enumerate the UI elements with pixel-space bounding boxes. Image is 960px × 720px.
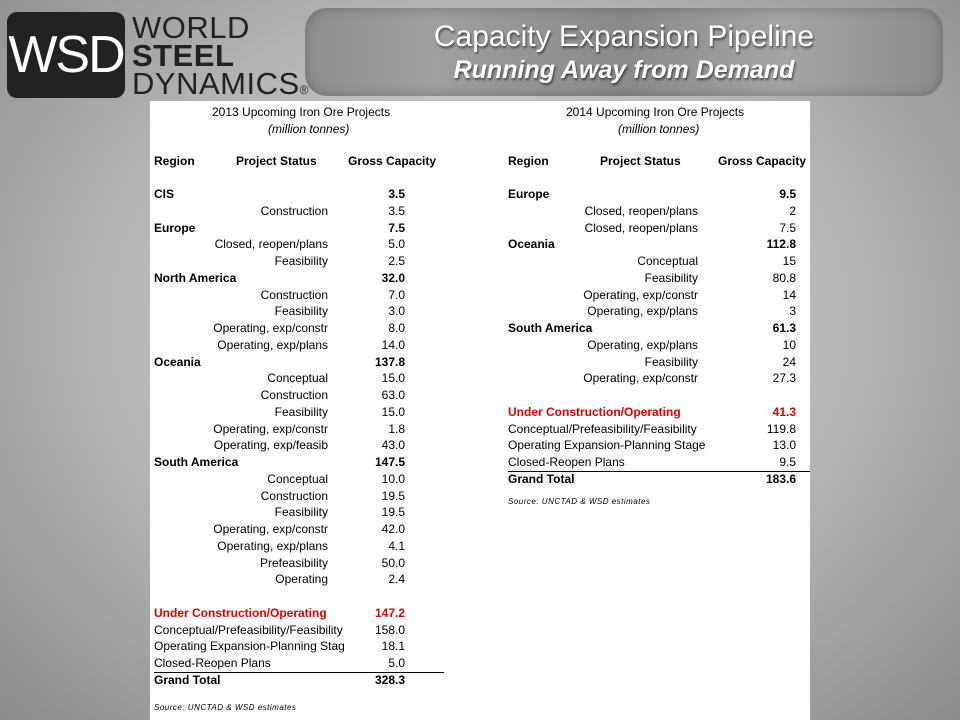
summary-label: Closed-Reopen Plans	[508, 455, 625, 469]
logo-line-steel: STEEL	[132, 38, 235, 73]
table-row	[154, 186, 444, 203]
table-row	[508, 287, 810, 304]
summary-row	[154, 622, 444, 639]
table-row	[154, 421, 444, 438]
logo-abbr: WSD	[8, 26, 124, 84]
table-row	[154, 370, 444, 387]
gross-capacity: 3	[789, 304, 796, 319]
region-name: North America	[154, 270, 237, 285]
project-status: Construction	[260, 287, 328, 302]
project-status: Operating, exp/constr	[583, 371, 698, 386]
gross-capacity: 1.8	[388, 421, 405, 436]
project-status: Closed, reopen/plans	[584, 203, 698, 218]
table-row	[154, 337, 444, 354]
table-row	[508, 186, 810, 203]
table-units: (million tonnes)	[268, 122, 350, 136]
project-status: Operating, exp/constr	[583, 287, 698, 302]
gross-capacity: 3.0	[388, 304, 405, 319]
gross-capacity: 10.0	[381, 471, 405, 486]
table-row	[154, 253, 444, 270]
grand-total-row	[508, 471, 810, 488]
table-row	[154, 538, 444, 555]
gross-capacity: 9.5	[779, 187, 796, 201]
col-header-capacity: Gross Capacity	[348, 154, 437, 168]
summary-capacity: 147.2	[374, 605, 405, 620]
project-status: Prefeasibility	[259, 555, 328, 570]
project-status: Operating, exp/constr	[213, 522, 328, 536]
col-header-region: Region	[154, 154, 195, 168]
project-status: Closed, reopen/plans	[584, 220, 698, 235]
table-row	[154, 203, 444, 220]
region-name: Europe	[508, 187, 550, 201]
gross-capacity: 32.0	[381, 270, 405, 285]
gross-capacity: 7.5	[388, 220, 405, 235]
project-status: Operating, exp/plans	[217, 538, 328, 553]
gross-capacity: 80.8	[772, 270, 796, 285]
grand-total-label: Grand Total	[508, 471, 575, 486]
gross-capacity: 24	[782, 354, 796, 369]
table-2014	[508, 101, 808, 720]
gross-capacity: 43.0	[381, 438, 405, 453]
logo-dynamics-text: DYNAMICS	[132, 66, 300, 101]
table-row	[508, 320, 810, 337]
summary-capacity: 13.0	[772, 438, 796, 453]
summary-row	[154, 605, 444, 622]
table-row	[154, 404, 444, 421]
project-status: Operating, exp/constr	[213, 421, 328, 436]
gross-capacity: 7.5	[779, 220, 796, 235]
table-row	[508, 354, 810, 371]
gross-capacity: 5.0	[388, 237, 405, 252]
region-name: CIS	[154, 187, 175, 201]
project-status: Feasibility	[644, 354, 698, 369]
gross-capacity: 15	[782, 254, 796, 268]
table-row	[508, 270, 810, 287]
summary-label: Operating Expansion-Planning Stage	[508, 438, 706, 453]
gross-capacity: 147.5	[374, 455, 405, 469]
project-status: Operating, exp/plans	[587, 304, 698, 319]
grand-total-row	[154, 672, 444, 689]
gross-capacity: 2	[789, 203, 796, 218]
table-row	[154, 220, 444, 237]
table-row	[508, 370, 810, 387]
summary-capacity: 41.3	[772, 404, 796, 419]
project-status: Construction	[260, 203, 328, 218]
gross-capacity: 7.0	[388, 287, 405, 302]
summary-label: Operating Expansion-Planning Stag	[154, 639, 345, 654]
gross-capacity: 27.3	[772, 371, 796, 386]
region-name: Oceania	[154, 354, 201, 369]
logo-wordmark	[132, 10, 309, 104]
project-status: Feasibility	[274, 304, 328, 319]
gross-capacity: 14.0	[381, 337, 405, 352]
project-status: Construction	[260, 488, 328, 503]
gross-capacity: 8.0	[388, 321, 405, 335]
table-row	[154, 437, 444, 454]
project-status: Operating, exp/feasib	[213, 438, 328, 453]
project-status: Operating	[275, 572, 328, 587]
region-name: Oceania	[508, 237, 555, 252]
project-status: Construction	[260, 388, 328, 402]
summary-row	[508, 421, 810, 438]
table-row	[508, 220, 810, 237]
gross-capacity: 112.8	[766, 237, 796, 252]
project-status: Feasibility	[644, 270, 698, 285]
gross-capacity: 10	[782, 337, 796, 352]
project-status: Operating, exp/plans	[217, 337, 328, 352]
table-row	[154, 270, 444, 287]
table-row	[154, 555, 444, 572]
summary-row	[154, 638, 444, 655]
table-2013	[154, 101, 454, 720]
source-note: Source: UNCTAD & WSD estimates	[154, 702, 297, 712]
region-name: South America	[508, 321, 593, 335]
table-row	[154, 571, 444, 588]
summary-capacity: 158.0	[374, 622, 405, 637]
project-status: Operating, exp/constr	[213, 321, 328, 335]
summary-row	[154, 655, 444, 673]
table-row	[154, 454, 444, 471]
project-status: Operating, exp/plans	[587, 337, 698, 352]
project-status: Conceptual	[637, 254, 698, 268]
wsd-logo	[7, 12, 125, 98]
project-status: Feasibility	[274, 404, 328, 419]
project-status: Conceptual	[267, 471, 328, 486]
table-sheet	[150, 101, 810, 720]
col-header-status: Project Status	[236, 154, 317, 168]
table-row	[154, 521, 444, 538]
gross-capacity: 50.0	[381, 555, 405, 570]
source-note: Source: UNCTAD & WSD estimates	[508, 496, 651, 506]
gross-capacity: 3.5	[388, 187, 405, 201]
table-row	[508, 337, 810, 354]
gross-capacity: 14	[782, 287, 796, 302]
project-status: Conceptual	[267, 371, 328, 386]
gross-capacity: 63.0	[381, 388, 405, 402]
gross-capacity: 3.5	[388, 203, 405, 218]
summary-label: Under Construction/Operating	[508, 404, 681, 419]
col-header-status: Project Status	[600, 154, 681, 168]
col-header-region: Region	[508, 154, 549, 168]
gross-capacity: 19.5	[381, 488, 405, 503]
gross-capacity: 15.0	[381, 404, 405, 419]
gross-capacity: 42.0	[381, 522, 405, 536]
table-row	[154, 504, 444, 521]
gross-capacity: 4.1	[388, 538, 405, 553]
region-name: Europe	[154, 220, 196, 235]
table-row	[154, 320, 444, 337]
project-status: Feasibility	[274, 254, 328, 268]
gross-capacity: 137.8	[374, 354, 405, 369]
summary-label: Under Construction/Operating	[154, 605, 327, 620]
table-row	[154, 303, 444, 320]
table-row	[508, 253, 810, 270]
region-name: South America	[154, 455, 239, 469]
gross-capacity: 2.4	[388, 572, 405, 587]
gross-capacity: 15.0	[381, 371, 405, 386]
summary-row	[508, 454, 810, 472]
project-status: Closed, reopen/plans	[214, 237, 328, 252]
logo-line-world: WORLD	[132, 10, 250, 45]
grand-total-value: 328.3	[374, 672, 405, 687]
registered-mark: ®	[299, 83, 309, 97]
summary-capacity: 5.0	[388, 656, 405, 670]
summary-label: Conceptual/Prefeasibility/Feasibility	[508, 421, 697, 436]
table-row	[508, 203, 810, 220]
summary-row	[508, 404, 810, 421]
table-title: 2014 Upcoming Iron Ore Projects	[566, 105, 745, 119]
summary-capacity: 9.5	[779, 455, 796, 469]
summary-capacity: 18.1	[381, 639, 405, 654]
column-header-row	[508, 153, 810, 170]
table-units: (million tonnes)	[618, 122, 700, 136]
gross-capacity: 2.5	[388, 254, 405, 268]
project-status: Feasibility	[274, 505, 328, 520]
summary-row	[508, 437, 810, 454]
table-row	[154, 354, 444, 371]
title-banner	[305, 8, 943, 96]
table-row	[154, 471, 444, 488]
logo-line-dynamics	[132, 66, 309, 104]
gross-capacity: 61.3	[772, 321, 796, 335]
table-row	[154, 287, 444, 304]
slide-subtitle: Running Away from Demand	[453, 56, 795, 84]
table-row	[508, 303, 810, 320]
table-row	[154, 236, 444, 253]
slide-title: Capacity Expansion Pipeline	[433, 20, 815, 53]
summary-label: Conceptual/Prefeasibility/Feasibility	[154, 622, 343, 637]
grand-total-label: Grand Total	[154, 672, 221, 687]
table-row	[154, 387, 444, 404]
grand-total-value: 183.6	[765, 471, 796, 486]
column-header-row	[154, 153, 444, 170]
summary-label: Closed-Reopen Plans	[154, 656, 271, 670]
col-header-capacity: Gross Capacity	[718, 154, 807, 168]
table-title: 2013 Upcoming Iron Ore Projects	[212, 105, 391, 119]
summary-capacity: 119.8	[766, 421, 796, 436]
gross-capacity: 19.5	[381, 505, 405, 520]
table-row	[154, 488, 444, 505]
table-row	[508, 236, 810, 253]
